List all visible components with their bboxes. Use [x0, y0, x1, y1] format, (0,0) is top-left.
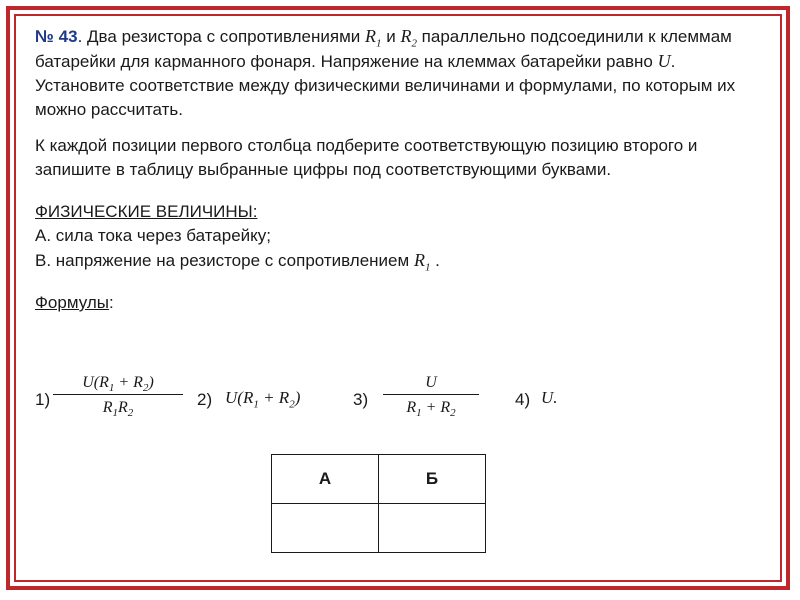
- formula-1-numerator: $U(R_1 + R_2)$: [82, 374, 154, 395]
- answer-table-header-row: [272, 455, 486, 504]
- var-r1: $R_1$: [364, 26, 382, 50]
- quantity-b: В. напряжение на резисторе с сопротивлением $R_1$ .: [35, 250, 440, 274]
- statement-part-4: . Установите соответствие между физическими величинами и формулами, по которым их можно рассчитать.: [35, 52, 736, 119]
- var-u: U: [657, 51, 671, 71]
- formula-2: $U(R_1 + R_2)$: [225, 388, 301, 411]
- problem-text: [35, 24, 765, 315]
- quantities-section: [35, 200, 765, 273]
- instruction-text: К каждой позиции первого столбца подберите соответствующую позицию второго и запишите в таблицу выбранные цифры под соответствующими буквами.: [35, 136, 698, 179]
- var-r2: $R_2$: [400, 26, 417, 50]
- quantity-a: А. сила тока через батарейку;: [35, 226, 272, 245]
- formula-3-denominator: $R_1 + R_2$: [406, 399, 456, 420]
- formula-4: U.: [541, 388, 558, 407]
- quantities-heading: ФИЗИЧЕСКИЕ ВЕЛИЧИНЫ:: [35, 202, 258, 221]
- statement-part-3: параллельно подсоединили к клеммам батарейки для карманного фонаря. Напряжение на клеммах батарейки равно: [35, 27, 732, 71]
- formula-4-label: 4): [515, 390, 531, 409]
- var-r1: $R_1$: [413, 250, 431, 274]
- formulas-row: [35, 372, 755, 442]
- formula-1-fraction-bar: [53, 394, 183, 395]
- formula-1: [53, 372, 183, 419]
- answer-cell-b[interactable]: [379, 504, 486, 553]
- formulas-heading: Формулы:: [35, 293, 114, 312]
- statement-part-1: . Два резистора с сопротивлениями: [77, 27, 365, 46]
- problem-number: № 43: [35, 27, 78, 46]
- formula-1-label: 1): [35, 390, 51, 409]
- answer-header-a: А: [272, 455, 379, 504]
- statement-part-2: и: [381, 27, 401, 46]
- formula-3-numerator: U: [425, 374, 437, 391]
- answer-header-b: Б: [379, 455, 486, 504]
- answer-table: [271, 454, 486, 553]
- formula-3-label: 3): [353, 390, 369, 409]
- formula-3-fraction-bar: [383, 394, 479, 395]
- answer-table-value-row: [272, 504, 486, 553]
- answer-cell-a[interactable]: [272, 504, 379, 553]
- formula-3: [383, 372, 479, 419]
- problem-statement: [35, 24, 765, 122]
- formula-1-denominator: $R_1R_2$: [102, 399, 134, 420]
- formula-2-label: 2): [197, 390, 213, 409]
